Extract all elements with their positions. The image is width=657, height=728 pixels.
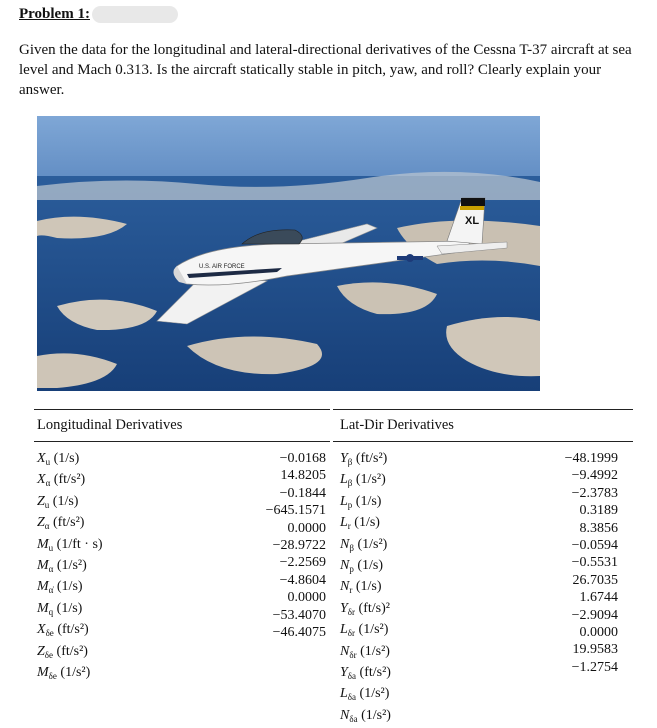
problem-heading (19, 6, 178, 23)
lat-value: −2.9094 (571, 607, 618, 623)
long-value: −46.4075 (272, 625, 326, 641)
lat-value: −0.0594 (571, 538, 618, 554)
lat-row: $N_{\delta a}$ (1/s²) (340, 707, 391, 724)
lat-value: −0.5531 (571, 555, 618, 571)
long-row: $M_{\alphȧ}$ (1/s) (37, 579, 83, 596)
lat-row: $N_p$ (1/s) (340, 558, 384, 575)
question-text: Given the data for the longitudinal and lateral-directional derivatives of the Cessna T-37 aircraft at sea level and Mach 0.313. Is the aircraft statically stable in pitch, yaw, and roll? Clearly explain your answer. (19, 42, 632, 98)
lateral-values (540, 450, 618, 676)
long-value: −0.1844 (279, 485, 326, 501)
long-row: $M_q$ (1/s) (37, 600, 83, 617)
longitudinal-variables (37, 450, 103, 685)
lat-value: 8.3856 (579, 520, 618, 536)
long-value: 14.8205 (280, 468, 326, 484)
lat-row: $L_{\delta r}$ (1/s²) (340, 622, 389, 639)
long-value: −645.1571 (265, 503, 326, 519)
table-top-rule-left (34, 409, 330, 410)
long-value: 0.0000 (287, 520, 326, 536)
lat-row: $L_r$ (1/s) (340, 515, 380, 532)
long-value: −4.8604 (279, 572, 326, 588)
tail-code: XL (465, 215, 480, 227)
longitudinal-values (240, 450, 326, 641)
lat-row: $Y_{\delta r}$ (ft/s)² (340, 600, 390, 617)
table-header-rule-left (34, 441, 330, 442)
table-header-rule-right (333, 441, 633, 442)
lat-row: $L_\beta$ (1/s²) (340, 472, 386, 489)
table-top-rule-right (333, 409, 633, 410)
lateral-header: Lat-Dir Derivatives (340, 417, 454, 433)
lat-value: 19.9583 (572, 642, 618, 658)
lateral-variables (340, 450, 391, 728)
problem-title: Problem 1: (19, 6, 90, 22)
redacted-name (92, 6, 178, 23)
lat-row: $N_\beta$ (1/s²) (340, 536, 388, 553)
longitudinal-header: Longitudinal Derivatives (37, 417, 183, 433)
lat-value: 0.0000 (579, 625, 618, 641)
aircraft-photo (37, 116, 540, 391)
lat-row: $Y_{\delta a}$ (ft/s²) (340, 665, 391, 682)
lat-value: 26.7035 (572, 572, 618, 588)
fuselage-text: U.S. AIR FORCE (199, 264, 245, 270)
long-row: $M_{\delta e}$ (1/s²) (37, 665, 91, 682)
long-row: $Z_\alpha$ (ft/s²) (37, 515, 85, 532)
lat-value: −1.2754 (571, 659, 618, 675)
long-row: $Z_{\delta e}$ (ft/s²) (37, 643, 88, 660)
long-row: $X_u$ (1/s) (37, 451, 80, 467)
aircraft-photo-graphic (37, 116, 540, 391)
lat-value: −48.1999 (564, 451, 618, 466)
lat-value: −9.4992 (571, 468, 618, 484)
lat-row: $L_{\delta a}$ (1/s²) (340, 686, 390, 703)
long-row: $M_u$ (1/ft · s) (37, 536, 103, 553)
lat-value: −2.3783 (571, 485, 618, 501)
long-row: $X_{\delta e}$ (ft/s²) (37, 622, 89, 639)
long-value: −28.9722 (272, 538, 326, 554)
lat-row: $Y_\beta$ (ft/s²) (340, 451, 388, 467)
long-value: −0.0168 (279, 451, 326, 466)
long-value: −53.4070 (272, 607, 326, 623)
long-row: $M_\alpha$ (1/s²) (37, 558, 87, 575)
long-row: $Z_u$ (1/s) (37, 493, 79, 510)
lat-value: 0.3189 (579, 503, 618, 519)
long-row: $X_\alpha$ (ft/s²) (37, 472, 86, 489)
long-value: −2.2569 (279, 555, 326, 571)
lat-row: $N_r$ (1/s) (340, 579, 382, 596)
long-value: 0.0000 (287, 590, 326, 606)
lat-value: 1.6744 (579, 590, 618, 606)
lat-row: $N_{\delta r}$ (1/s²) (340, 643, 390, 660)
lat-row: $L_p$ (1/s) (340, 493, 382, 510)
